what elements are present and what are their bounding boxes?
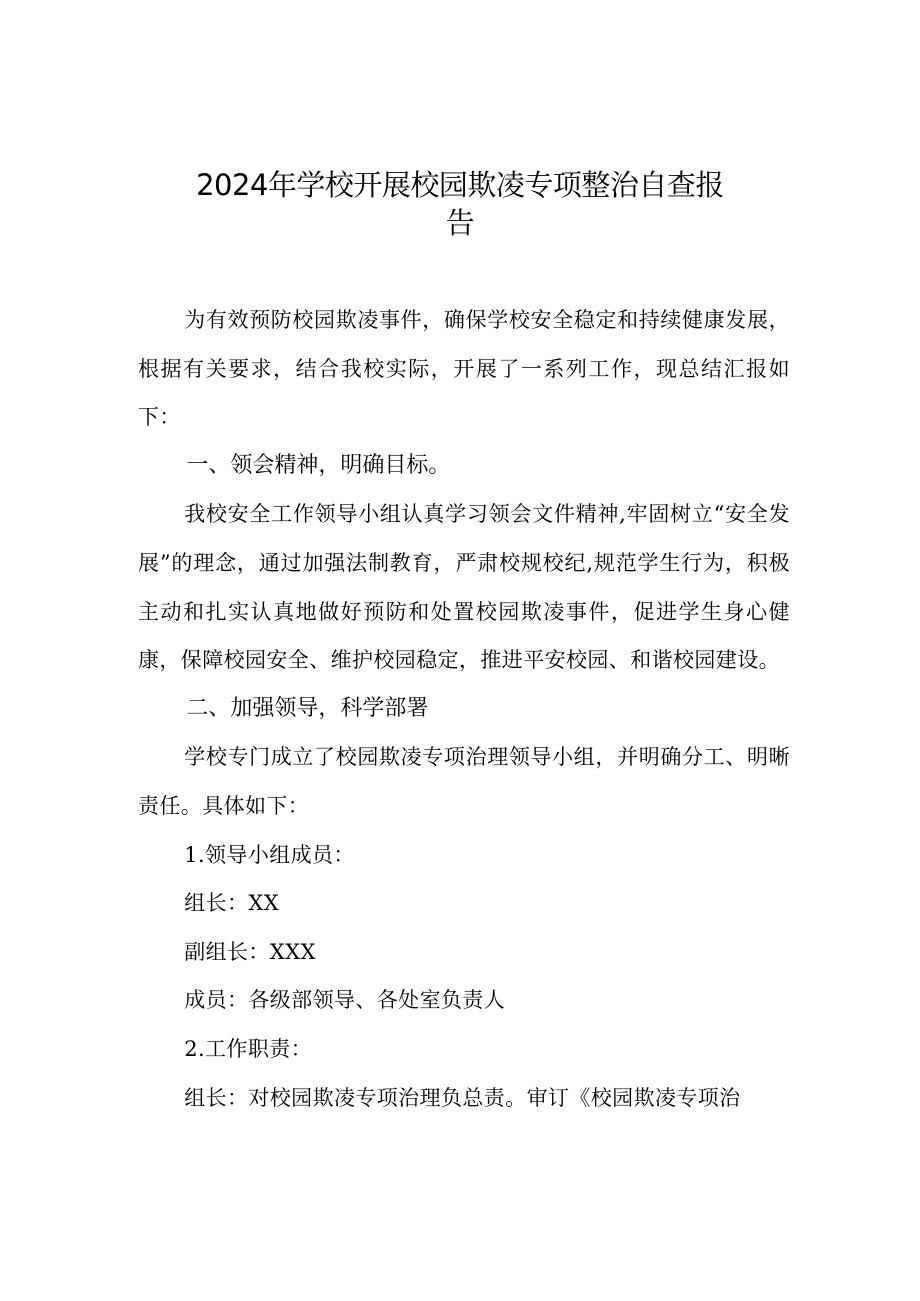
list-item-deputy-leader: 副组长：XXX [184, 939, 316, 964]
list-item-leader: 组长：XX [184, 891, 280, 916]
list-item-members: 成员：各级部领导、各处室负责人 [184, 988, 506, 1013]
document-body [138, 296, 790, 1122]
section-2-paragraph: 学校专门成立了校园欺凌专项治理领导小组，并明确分工、明晰责任。具体如下： [138, 745, 790, 818]
section-heading-2: 二、加强领导，科学部署 [186, 695, 429, 721]
list-item-duties-heading: 2.工作职责： [184, 1036, 313, 1061]
list-item-leader-duty: 组长：对校园欺凌专项治理负总责。审订《校园欺凌专项治 [184, 1085, 741, 1110]
title-line-1: 2024年学校开展校园欺凌专项整治自查报 [196, 168, 724, 202]
intro-paragraph: 为有效预防校园欺凌事件，确保学校安全稳定和持续健康发展，根据有关要求，结合我校实际，开展了一系列工作，现总结汇报如下： [138, 308, 790, 430]
list-item-members-heading: 1.领导小组成员： [184, 842, 355, 867]
document-title [150, 166, 770, 242]
section-heading-1: 一、领会精神，明确目标。 [186, 452, 451, 478]
section-1-paragraph: 我校安全工作领导小组认真学习领会文件精神,牢固树立“安全发展”的理念，通过加强法制教育，严肃校规校纪,规范学生行为，积极主动和扎实认真地做好预防和处置校园欺凌事件，促进学生身心健康，保障校园安全、维护校园稳定，推进平安校园、和谐校园建设。 [138, 502, 790, 673]
title-line-2: 告 [445, 206, 475, 240]
